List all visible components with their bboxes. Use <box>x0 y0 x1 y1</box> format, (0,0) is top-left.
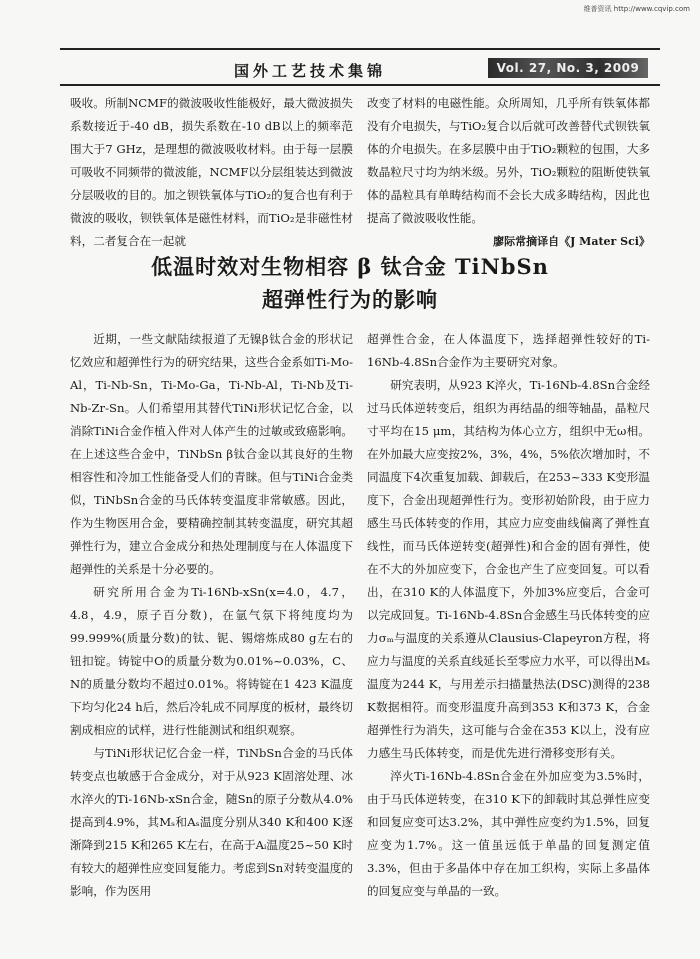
volume-badge: Vol. 27, No. 3, 2009 <box>488 58 648 78</box>
page-header <box>0 48 700 88</box>
header-rule-top <box>60 48 660 50</box>
article-paragraph: 超弹性合金，在人体温度下，选择超弹性较好的Ti-16Nb-4.8Sn合金作为主要研究对象。 <box>367 332 650 369</box>
prev-article-source: 廖际常摘译自《J Mater Sci》 <box>493 235 650 248</box>
prev-article-left-column <box>70 92 353 253</box>
article-paragraph: 研究所用合金为Ti-16Nb-xSn(x=4.0，4.7，4.8，4.9，原子百分数)，在氩气氛下将纯度均为99.999%(质量分数)的钛、铌、锡熔炼成80 g左右的钮扣锭。铸锭中O的质量分数为0.01%~0.03%，C、N的质量分数均不超过0.01%。将铸锭在1 423 K温度下均匀化24 h后，然后冷轧成不同厚度的板材，最终切割成相应的试样，进行性能测试和组织观察。 <box>70 585 353 737</box>
journal-title: 国外工艺技术集锦 <box>233 62 386 80</box>
article-title-line1: 低温时效对生物相容 β 钛合金 TiNbSn <box>151 254 549 279</box>
watermark-text: 维普资讯 http://www.cqvip.com <box>583 5 690 13</box>
article-paragraph: 研究表明，从923 K淬火，Ti-16Nb-4.8Sn合金经过马氏体逆转变后，组织为再结晶的细等轴晶，晶粒尺寸平均在15 μm，其结构为体心立方，组织中无ω相。在外加最大应变按2%，3%，4%，5%依次增加时，不同温度下4次重复加载、卸载后，在253~333 K变形温度下，合金出现超弹性行为。变形初始阶段，由于应力感生马氏体转变的作用，其应力应变曲线偏离了弹性直线性，而马氏体逆转变(超弹性)和合金的固有弹性，使在不大的外加应变下，合金也产生了应变回复。可以看出，在310 K的人体温度下，外加3%应变后，合金可以完成回复。Ti-16Nb-4.8Sn合金感生马氏体转变的应力σₘ与温度的关系遵从Clausius-Clapeyron方程，将应力与温度的关系直线延长至零应力水平，可以得出Mₛ温度为244 K，与用差示扫描量热法(DSC)测得的238 K数据相符。而变形温度升高到353 K和373 K，合金超弹性行为消失，这可能与合金在353 K以上，没有应力感生马氏体转变，而是优先进行滑移变形有关。 <box>367 378 650 760</box>
article-paragraph: 近期，一些文献陆续报道了无镍β钛合金的形状记忆效应和超弹性行为的研究结果，这些合金系如Ti-Mo-Al，Ti-Nb-Sn，Ti-Mo-Ga，Ti-Nb-Al，Ti-Nb及Ti-Nb-Zr-Sn。人们希望用其替代TiNi形状记忆合金，以消除TiNi合金作植入件对人体产生的过敏或致癌影响。在上述这些合金中，TiNbSn β钛合金以其良好的生物相容性和冷加工性能备受人们的青睐。但与TiNi合金类似，TiNbSn合金的马氏体转变温度非常敏感。因此，作为生物医用合金，要精确控制其转变温度，研究其超弹性行为，建立合金成分和热处理制度与在人体温度下超弹性的关系是十分必要的。 <box>70 332 353 576</box>
article-left-column <box>70 328 353 903</box>
prev-article-right-column <box>367 92 650 253</box>
article-paragraph: 与TiNi形状记忆合金一样，TiNbSn合金的马氏体转变点也敏感于合金成分，对于从923 K固溶处理、冰水淬火的Ti-16Nb-xSn合金，随Sn的原子分数从4.0%提高到4.9%，其Mₛ和Aₛ温度分别从340 K和400 K逐渐降到215 K和265 K左右，在高于Aᵢ温度25~50 K时有较大的超弹性应变回复能力。考虑到Sn对转变温度的影响，作为医用 <box>70 746 353 898</box>
article-paragraph: 淬火Ti-16Nb-4.8Sn合金在外加应变为3.5%时，由于马氏体逆转变，在310 K下的卸载时其总弹性应变和回复应变可达3.2%，其中弹性应变约为1.5%，回复应变为1.7%。这一值虽远低于单晶的回复测定值3.3%，但由于多晶体中存在加工织构，实际上多晶体的回复应变与单晶的一致。 <box>367 769 650 898</box>
article-right-column <box>367 328 650 903</box>
article-title-line2: 超弹性行为的影响 <box>262 287 438 312</box>
prev-article-right-text: 改变了材料的电磁性能。众所周知，几乎所有铁氧体都没有介电损失，与TiO₂复合以后就可改善替代式钡铁氧体的介电损失。在多层膜中由于TiO₂颗粒的包围，大多数晶粒尺寸均为纳米级。另外，TiO₂颗粒的阻断使铁氧体的晶粒具有单畴结构而不会长大成多畴结构，因此也提高了微波吸收性能。 <box>367 96 650 225</box>
prev-article-left-text: 吸收。所制NCMF的微波吸收性能极好，最大微波损失系数接近于-40 dB，损失系数在-10 dB以上的频率范围大于7 GHz，是理想的微波吸收材料。由于每一层膜可吸收不同频带的微波能，NCMF以分层组装达到微波分层吸收的目的。加之钡铁氧体与TiO₂的复合也有利于微波的吸收，钡铁氧体是磁性材料，而TiO₂是非磁性材料，二者复合在一起就 <box>70 96 353 248</box>
header-rule-bottom <box>60 84 660 86</box>
article-title <box>60 250 640 316</box>
